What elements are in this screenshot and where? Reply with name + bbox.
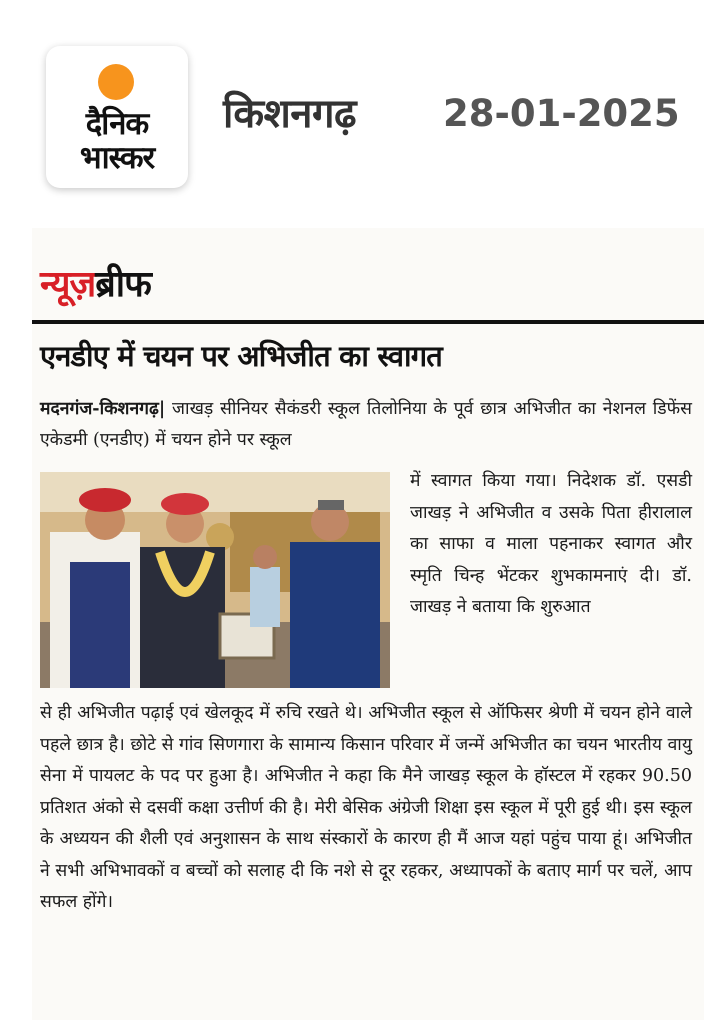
section-title-black: ब्रीफ [95,263,151,305]
page-header [0,0,720,215]
section-title-red: न्यूज़ [40,263,96,305]
section-title [40,258,151,307]
article-side-text: में स्वागत किया गया। निदेशक डॉ. एसडी जाखड़ ने अभिजीत व उसके पिता हीरालाल का साफा व माला पहनाकर स्वागत और स्मृति चिन्ह भेंटकर शुभकामनाएं दी। डॉ. जाखड़ ने बताया कि शुरुआत [410,471,692,617]
photo-illustration [40,472,390,688]
news-clipping [32,228,704,1020]
article-body-text: से ही अभिजीत पढ़ाई एवं खेलकूद में रुचि रखते थे। अभिजीत स्कूल से ऑफिसर श्रेणी में चयन होने वाले पहले छात्र है। छोटे से गांव सिणगारा के सामान्य किसान परिवार में जन्में अभिजीत का चयन भारतीय वायु सेना में पायलट के पद पर हुआ है। अभिजीत ने कहा कि मैने जाखड़ स्कूल के हॉस्टल में रहकर 90.50 प्रतिशत अंको से दसवीं कक्षा उत्तीर्ण की है। मेरी बेसिक अंग्रेजी शिक्षा इस स्कूल में पूरी हुई थी। इस स्कूल के अध्ययन की शैली एवं अनुशासन के साथ संस्कारों के कारण ही मैं आज यहां पहुंच पाया हूं। अभिजीत ने सभी अभिभावकों व बच्चों को सलाह दी कि नशे से दूर रहकर, अध्यापकों के बताए मार्ग पर चलें, आप सफल होंगे। [40,703,692,912]
felicitation-photo [40,472,390,688]
section-rule [32,320,704,324]
article-headline: एनडीए में चयन पर अभिजीत का स्वागत [40,339,442,373]
article-dateline: मदनगंज-किशनगढ़| [40,399,166,419]
article-lead-text: जाखड़ सीनियर सैकंडरी स्कूल तिलोनिया के पूर्व छात्र अभिजीत का नेशनल डिफेंस एकेडमी (एनडीए) में चयन होने पर स्कूल [40,399,692,450]
logo-sun-icon [98,64,134,100]
logo-text-line1: दैनिक [85,106,149,142]
article-lead [40,394,692,456]
edition-date: 28-01-2025 [443,92,680,135]
logo-text-line2: भास्कर [79,140,155,176]
newspaper-logo [46,46,188,188]
edition-city: किशनगढ़ [223,91,357,137]
